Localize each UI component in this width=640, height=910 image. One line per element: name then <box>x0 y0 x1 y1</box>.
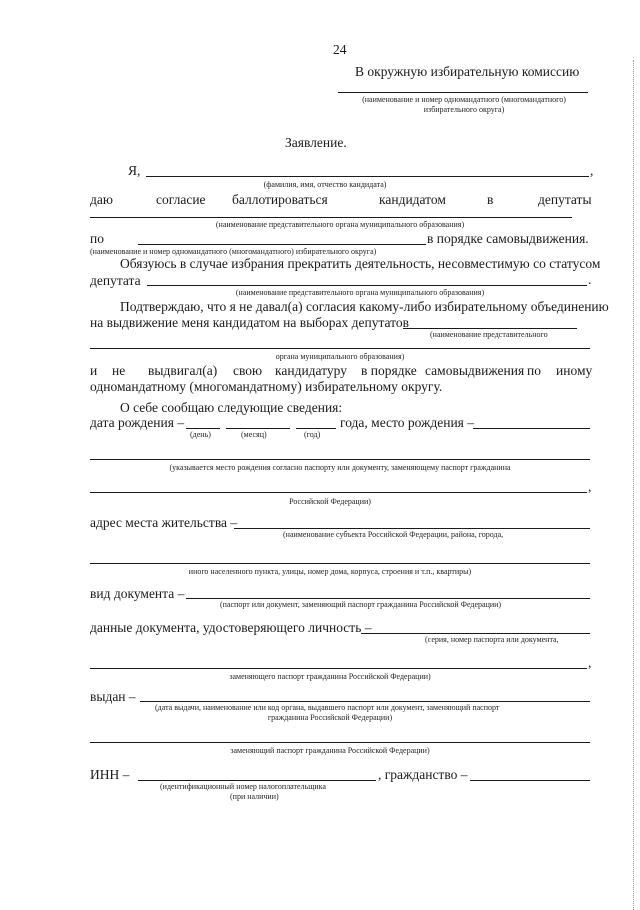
addressee-hint-1: (наименование и номер одномандатного (многомандатного) <box>362 95 566 104</box>
birthplace-comma: , <box>588 479 592 494</box>
not-nom-word-4: свою <box>233 363 263 378</box>
inn-hint-2: (при наличии) <box>230 792 279 801</box>
consent-word-5: в <box>487 192 494 207</box>
issued-hint-2: гражданина Российской Федерации) <box>267 713 393 722</box>
rep-body-line-2 <box>90 348 590 349</box>
consent-word-3: баллотироваться <box>232 192 328 207</box>
obligation-text: Обязуюсь в случае избрания прекратить деятельность, несовместимую со статусом <box>120 256 601 271</box>
fio-hint: (фамилия, имя, отчество кандидата) <box>263 180 387 189</box>
citizenship-line <box>470 780 590 781</box>
about-me-text: О себе сообщаю следующие сведения: <box>120 400 343 415</box>
deputy-body-line <box>147 285 587 286</box>
addressee-line <box>338 92 588 93</box>
birth-month-line <box>226 428 290 429</box>
address-hint-2: иного населенного пункта, улицы, номер дома, корпуса, строения и т.п., квартиры) <box>188 567 472 576</box>
birth-day-line <box>186 428 220 429</box>
address-label: адрес места жительства – <box>90 515 238 530</box>
doc-data-line-2 <box>90 668 587 669</box>
district-line <box>138 244 426 245</box>
doc-type-hint: (паспорт или документ, заменяющий паспорт гражданина Российской Федерации) <box>220 600 502 609</box>
birthplace-hint: (указывается место рождения согласно паспорту или документу, заменяющему паспорт гражданина <box>169 463 511 472</box>
po-label: по <box>90 231 104 246</box>
document-title: Заявление. <box>285 135 347 150</box>
fio-line <box>146 176 589 177</box>
inn-hint-1: (идентификационный номер налогоплательщика <box>160 782 326 791</box>
municipal-body-line <box>90 217 572 218</box>
doc-data-hint-1: (серия, номер паспорта или документа, <box>425 635 559 644</box>
birthplace-line-3 <box>90 492 587 493</box>
address-line-1 <box>234 528 590 529</box>
doc-data-hint-2: заменяющего паспорт гражданина Российской Федерации) <box>229 672 431 681</box>
birth-place-line <box>473 428 590 429</box>
not-nom-word-8: по <box>527 363 541 378</box>
issued-label: выдан – <box>90 689 136 704</box>
deputy-label: депутата <box>90 273 141 288</box>
not-nom-word-2: не <box>112 363 126 378</box>
birth-date-label: дата рождения – <box>90 415 185 430</box>
address-hint-1: (наименование субъекта Российской Федерации, района, города, <box>283 530 504 539</box>
doc-type-line <box>186 598 590 599</box>
rep-hint-b: органа муниципального образования) <box>275 352 405 361</box>
not-nom-word-7: самовыдвижения <box>425 363 525 378</box>
deputy-period: . <box>588 272 592 287</box>
not-nominated-text-2: одномандатному (многомандатному) избирательному округу. <box>90 379 443 394</box>
consent-word-2: согласие <box>156 192 206 207</box>
issued-hint-1: (дата выдачи, наименование или код органа, выдавшего паспорт или документ, заменяющий паспорт <box>155 703 500 712</box>
year-hint: (год) <box>304 430 321 439</box>
day-hint: (день) <box>190 430 211 439</box>
municipal-body-hint: (наименование представительного органа муниципального образования) <box>215 220 465 229</box>
citizenship-label: , гражданство – <box>378 767 468 782</box>
issued-hint-3: заменяющий паспорт гражданина Российской Федерации) <box>230 746 430 755</box>
addressee-hint-2: избирательного округа) <box>423 105 505 114</box>
address-line-2 <box>90 563 590 564</box>
municipal-body-hint-2: (наименование представительного органа муниципального образования) <box>235 288 485 297</box>
not-nom-word-9: иному <box>556 363 593 378</box>
confirm-text-2: на выдвижение меня кандидатом на выборах депутатов <box>90 315 410 330</box>
doc-data-label: данные документа, удостоверяющего личность – <box>90 620 372 635</box>
self-nomination-text: в порядке самовыдвижения. <box>427 231 589 246</box>
page-edge <box>633 60 634 910</box>
consent-word-4: кандидатом <box>379 192 446 207</box>
birth-place-label: года, место рождения – <box>340 415 475 430</box>
ya-label: Я, <box>128 163 141 178</box>
rf-hint: Российской Федерации) <box>289 497 371 506</box>
confirm-text-1: Подтверждаю, что я не давал(а) согласия какому-либо избирательному объединению <box>120 299 609 314</box>
not-nom-word-5: кандидатуру <box>275 363 347 378</box>
not-nom-word-3: выдвигал(а) <box>148 363 218 378</box>
issued-line-1 <box>140 701 590 702</box>
district-hint: (наименование и номер одномандатного (многомандатного) избирательного округа) <box>90 247 377 256</box>
rep-hint-a: (наименование представительного <box>430 330 548 339</box>
inn-line <box>138 780 376 781</box>
birth-year-line <box>296 428 336 429</box>
addressee: В окружную избирательную комиссию <box>355 64 580 79</box>
month-hint: (месяц) <box>241 430 267 439</box>
fio-comma: , <box>590 163 594 178</box>
doc-data-line-1 <box>361 633 590 634</box>
doc-type-label: вид документа – <box>90 586 185 601</box>
doc-data-comma: , <box>588 655 592 670</box>
page-number: 24 <box>333 42 347 57</box>
rep-body-line-1 <box>403 328 577 329</box>
consent-word-1: даю <box>90 192 113 207</box>
not-nom-word-6: в порядке <box>361 363 417 378</box>
issued-line-2 <box>90 742 590 743</box>
consent-word-6: депутаты <box>538 192 592 207</box>
birthplace-line-2 <box>90 459 590 460</box>
not-nom-word-1: и <box>90 363 98 378</box>
inn-label: ИНН – <box>90 767 130 782</box>
